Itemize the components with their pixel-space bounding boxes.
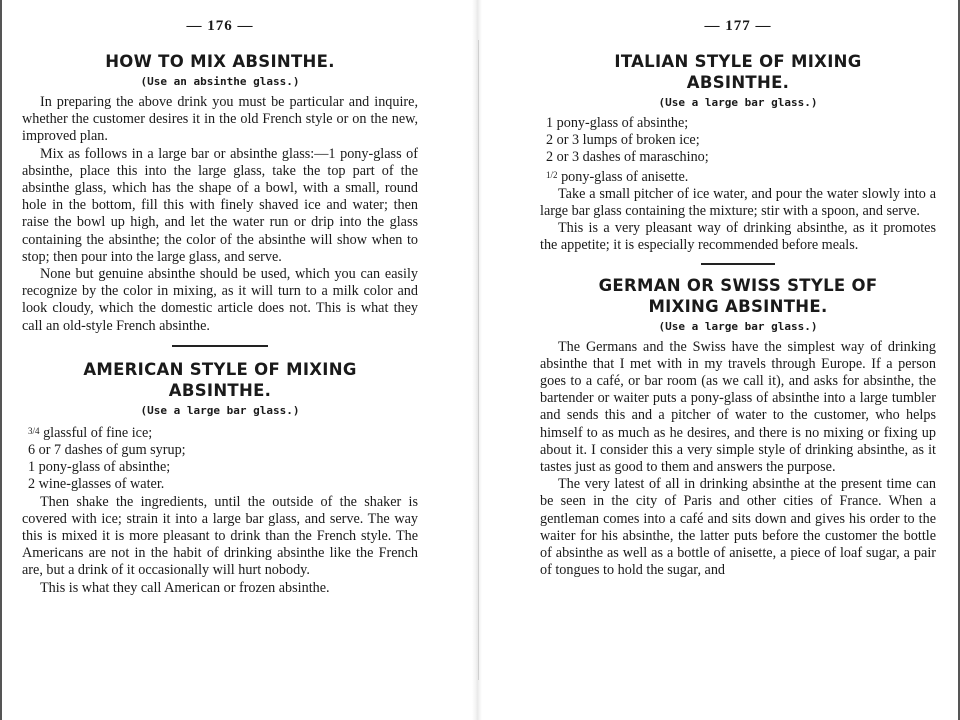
ingredient-text: glassful of fine ice;: [43, 424, 153, 441]
ingredient-item: 1 pony-glass of absinthe;: [28, 459, 171, 476]
section-title-line: ITALIAN STYLE OF MIXING: [614, 52, 862, 71]
fraction: 1/2: [546, 169, 558, 180]
paragraph: Take a small pitcher of ice water, and pour the water slowly into a large bar glass containing the mixture; stir with a spoon, and serve.: [540, 185, 936, 220]
section-title: HOW TO MIX ABSINTHE.: [105, 52, 335, 71]
section-title-line: ABSINTHE.: [686, 73, 790, 92]
paragraph: Then shake the ingredients, until the outside of the shaker is covered with ice; strain it into a large bar glass, and serve. The way this is mixed it is more pleasant to drink than the French style. The Americans are not in the habit of drinking absinthe like the French are, but a drink of it occasionally will hurt nobody.: [22, 493, 418, 579]
italian-style-section: [540, 51, 936, 255]
paragraph: The very latest of all in drinking absinthe at the present time can be seen in the city of Paris and other cities of France. When a gentleman comes into a café and sits down and gives his order to the waiter for his absinthe, the latter puts before the customer the bottle of absinthe as well as a bottle of anisette, a piece of loaf sugar, a pair of tongues to hold the sugar, and: [540, 476, 936, 579]
page-number: — 176 —: [186, 18, 254, 34]
section-title: [22, 359, 418, 401]
ingredient-item: 2 or 3 dashes of maraschino;: [546, 149, 709, 166]
section-divider: [701, 263, 775, 265]
section-subtitle: (Use a large bar glass.): [140, 403, 300, 417]
section-subtitle: (Use a large bar glass.): [658, 96, 818, 109]
ingredient-item: 2 wine-glasses of water.: [28, 476, 165, 493]
ingredient-item: 6 or 7 dashes of gum syrup;: [28, 442, 186, 459]
paragraph: The Germans and the Swiss have the simplest way of drinking absinthe that I met with in my travels through Europe. If a person goes to a café, or bar room (as we call it), and asks for absinthe, the bartender or waiter puts a pony-glass of absinthe into a large tumbler and sends this and a pitcher of water to the customer, who helps himself to as much as he desires, and there is no mixing or fixing up about it. I consider this a very simple style of drinking absinthe, as it tastes just as good to them and answers the purpose.: [540, 338, 936, 476]
section-divider: [172, 345, 268, 347]
section-title-line: AMERICAN STYLE OF MIXING: [83, 359, 357, 379]
german-swiss-style-section: [540, 275, 936, 580]
left-page: [22, 0, 418, 720]
section-subtitle: (Use an absinthe glass.): [140, 75, 300, 88]
paragraph: Mix as follows in a large bar or absinthe glass:—1 pony-glass of absinthe, place this into the large glass, take the top part of the absinthe glass, which has the shape of a bowl, with a small, round hole in the bottom, fill this with finely shaved ice and water; then raise the bowl up high, and let the water run or drip into the glass containing the absinthe; the color of the absinthe will show when to stop; then pour into the large glass, and serve.: [22, 145, 418, 265]
section-title-line: MIXING ABSINTHE.: [648, 296, 828, 316]
fraction: 3/4: [28, 425, 40, 436]
ingredient-item: 1 pony-glass of absinthe;: [546, 115, 689, 131]
american-style-section: [22, 359, 418, 597]
page-number: — 177 —: [704, 18, 772, 34]
paragraph: None but genuine absinthe should be used, which you can easily recognize by the color in mixing, as it will turn to a milk color and look cloudy, which the domestic article does not. This is what they call an old-style French absinthe.: [22, 266, 418, 334]
how-to-mix-absinthe-section: [22, 51, 418, 335]
paragraph: This is what they call American or frozen absinthe.: [40, 579, 330, 596]
gutter-line: [478, 40, 479, 680]
section-title-line: GERMAN OR SWISS STYLE OF: [598, 275, 878, 295]
ingredient-list: [546, 115, 936, 186]
paragraph: In preparing the above drink you must be particular and inquire, whether the customer desires it in the old French style or on the new, improved plan.: [22, 94, 418, 145]
section-title: [540, 51, 936, 93]
section-title: [540, 275, 936, 317]
scan-edge-left: [0, 0, 2, 720]
ingredient-list: [28, 423, 418, 494]
ingredient-item: 2 or 3 lumps of broken ice;: [546, 132, 700, 149]
ingredient-item: [546, 167, 936, 186]
section-subtitle: (Use a large bar glass.): [658, 319, 818, 333]
ingredient-item: [28, 423, 418, 442]
ingredient-text: pony-glass of anisette.: [561, 168, 689, 185]
right-page: [540, 0, 936, 720]
paragraph: This is a very pleasant way of drinking absinthe, as it promotes the appetite; it is especially recommended before meals.: [540, 220, 936, 254]
book-gutter: [472, 0, 482, 720]
section-title-line: ABSINTHE.: [168, 380, 272, 400]
